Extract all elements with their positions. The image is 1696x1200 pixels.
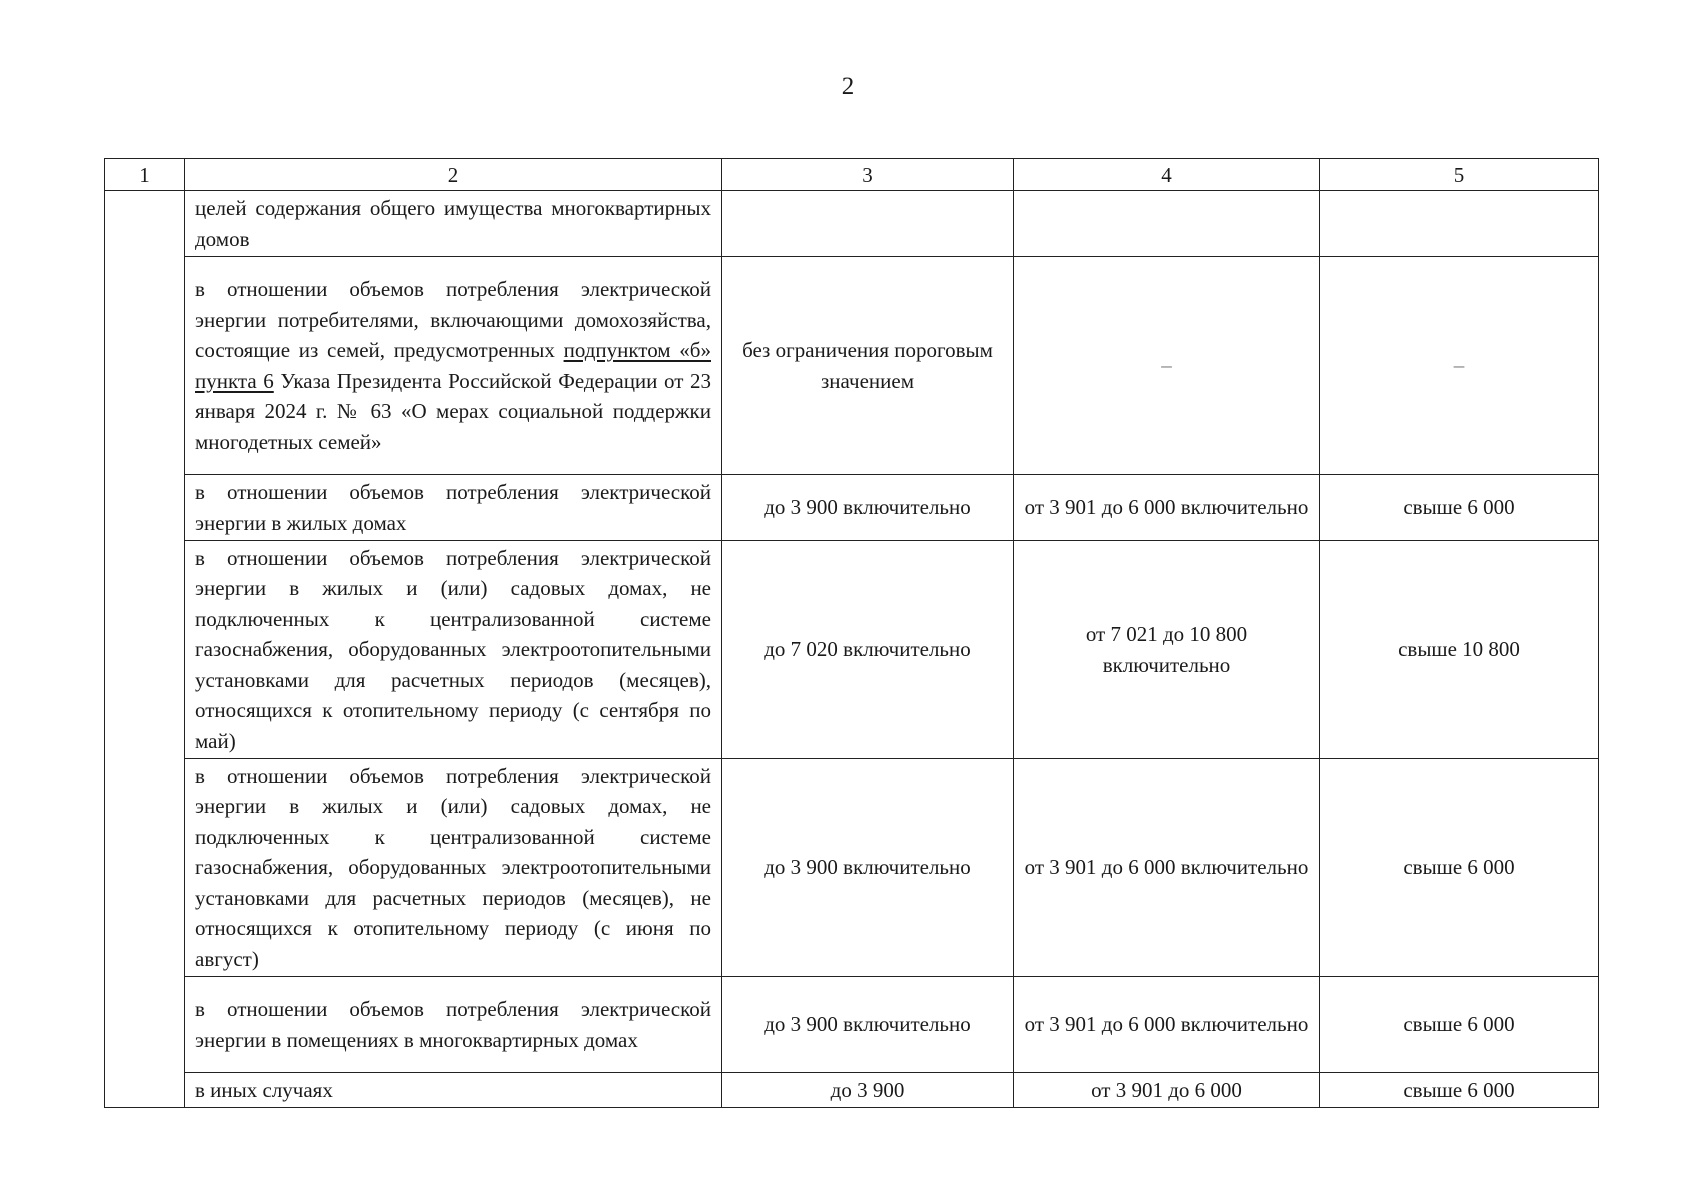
threshold-mid-cell	[1014, 191, 1320, 257]
row-description: в отношении объемов потребления электрической энергии в помещениях в многоквартирных домах	[185, 977, 722, 1073]
table-row	[105, 191, 1599, 257]
page-number: 2	[841, 73, 855, 100]
threshold-low-cell: до 3 900 включительно	[722, 759, 1014, 977]
threshold-high-cell: свыше 6 000	[1320, 475, 1599, 541]
row-description: в отношении объемов потребления электрической энергии в жилых и (или) садовых домах, не подключенных к централизованной системе газоснабжения, оборудованных электроотопительными установками для расчетных периодов (месяцев), относящихся к отопительному периоду (с сентября по май)	[185, 541, 722, 759]
table-row	[105, 1073, 1599, 1108]
row-description: в отношении объемов потребления электрической энергии в жилых и (или) садовых домах, не подключенных к централизованной системе газоснабжения, оборудованных электроотопительными установками для расчетных периодов (месяцев), не относящихся к отопительному периоду (с июня по август)	[185, 759, 722, 977]
row-description: в отношении объемов потребления электрической энергии в жилых домах	[185, 475, 722, 541]
threshold-low-cell	[722, 191, 1014, 257]
threshold-low-cell: до 3 900 включительно	[722, 977, 1014, 1073]
table-row	[105, 257, 1599, 475]
threshold-high-cell: свыше 6 000	[1320, 977, 1599, 1073]
threshold-mid-cell: –	[1014, 257, 1320, 475]
threshold-mid-cell: от 7 021 до 10 800 включительно	[1014, 541, 1320, 759]
threshold-high-cell: –	[1320, 257, 1599, 475]
threshold-low-cell: без ограничения пороговым значением	[722, 257, 1014, 475]
threshold-mid-cell: от 3 901 до 6 000 включительно	[1014, 977, 1320, 1073]
threshold-high-cell: свыше 6 000	[1320, 759, 1599, 977]
threshold-mid-cell: от 3 901 до 6 000	[1014, 1073, 1320, 1108]
threshold-low-cell: до 3 900	[722, 1073, 1014, 1108]
column-header-2: 2	[185, 159, 722, 191]
column-header-4: 4	[1014, 159, 1320, 191]
table-row	[105, 977, 1599, 1073]
row-description: в иных случаях	[185, 1073, 722, 1108]
table-row	[105, 759, 1599, 977]
column-header-3: 3	[722, 159, 1014, 191]
column-1-cell	[105, 191, 185, 1108]
threshold-low-cell: до 7 020 включительно	[722, 541, 1014, 759]
column-header-5: 5	[1320, 159, 1599, 191]
threshold-mid-cell: от 3 901 до 6 000 включительно	[1014, 475, 1320, 541]
row-description: целей содержания общего имущества многоквартирных домов	[185, 191, 722, 257]
column-header-1: 1	[105, 159, 185, 191]
row-description: в отношении объемов потребления электрической энергии потребителями, включающими домохозяйства, состоящие из семей, предусмотренных подпунктом «б» пункта 6 Указа Президента Российской Федерации от 23 января 2024 г. № 63 «О мерах социальной поддержки многодетных семей»	[185, 257, 722, 475]
threshold-mid-cell: от 3 901 до 6 000 включительно	[1014, 759, 1320, 977]
threshold-high-cell: свыше 10 800	[1320, 541, 1599, 759]
table-row	[105, 475, 1599, 541]
table-header-row	[105, 159, 1599, 191]
tariff-threshold-table	[104, 158, 1599, 1108]
decree-subclause-link[interactable]: подпунктом «б» пункта 6	[195, 338, 711, 393]
threshold-high-cell	[1320, 191, 1599, 257]
threshold-low-cell: до 3 900 включительно	[722, 475, 1014, 541]
table-row	[105, 541, 1599, 759]
threshold-high-cell: свыше 6 000	[1320, 1073, 1599, 1108]
